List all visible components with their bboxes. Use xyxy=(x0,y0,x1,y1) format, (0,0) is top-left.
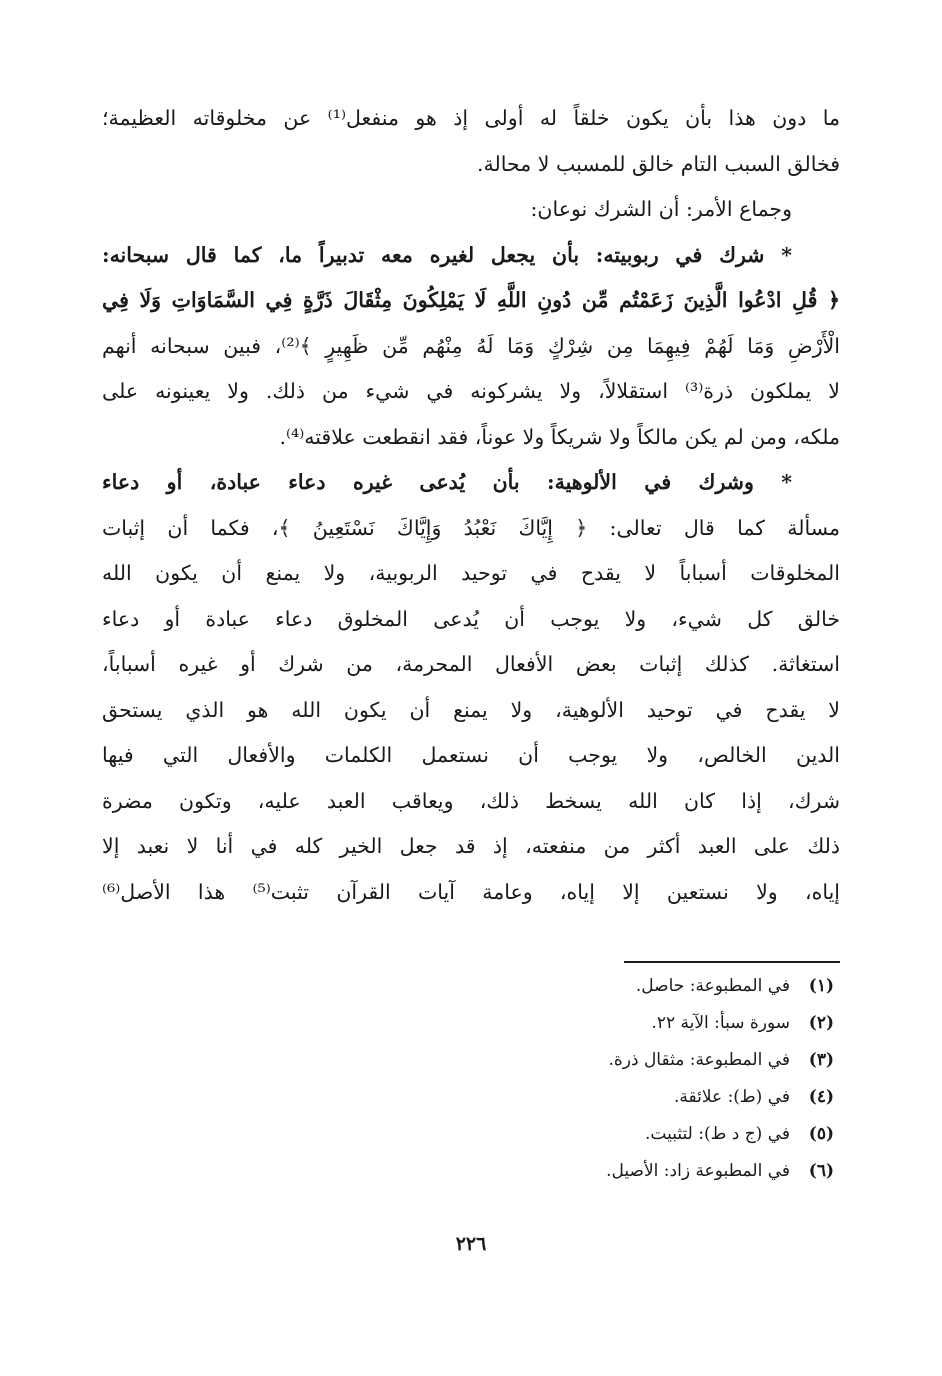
footnote-text: في المطبوعة زاد: الأصيل. xyxy=(606,1161,790,1181)
text-line: شرك، إذا كان الله يسخط ذلك، ويعاقب العبد عليه، وتكون مضرة xyxy=(102,788,840,813)
footnote-text: في المطبوعة: مثقال ذرة. xyxy=(608,1050,790,1070)
footnote-text: في (ج د ط): لتثبيت. xyxy=(645,1124,790,1144)
main-text xyxy=(102,96,840,915)
footnote-number: (٤) xyxy=(808,1087,834,1107)
text-line: لا يقدح في توحيد الألوهية، ولا يمنع أن يكون الله هو الذي يستحق xyxy=(102,697,840,722)
footnote-text: في المطبوعة: حاصل. xyxy=(635,976,790,996)
footnote-item xyxy=(434,1153,834,1190)
footnote-item xyxy=(434,1079,834,1116)
text-line: المخلوقات أسباباً لا يقدح في توحيد الربوبية، ولا يمنع أن يكون الله xyxy=(102,561,840,585)
footnote-number: (٢) xyxy=(808,1013,834,1033)
text-line: * شرك في ربوبيته: بأن يجعل لغيره معه تدبيراً ما، كما قال سبحانه: xyxy=(102,242,792,267)
text-line: خالق كل شيء، ولا يوجب أن يُدعى المخلوق دعاء عبادة أو دعاء xyxy=(102,606,840,631)
footnote-divider xyxy=(624,961,840,963)
text-line: ما دون هذا بأن يكون خلقاً له أولى إذ هو منفعل⁽¹⁾ عن مخلوقاته العظيمة؛ xyxy=(102,106,841,130)
text-line: إياه، ولا نستعين إلا إياه، وعامة آيات القرآن تثبت⁽⁵⁾ هذا الأصل⁽⁶⁾ xyxy=(102,879,840,904)
footnote-number: (٣) xyxy=(808,1050,834,1070)
text-line: مسألة كما قال تعالى: ﴿ إِيَّاكَ نَعْبُدُ وَإِيَّاكَ نَسْتَعِينُ ﴾، فكما أن إثبات xyxy=(102,515,840,540)
text-line: لا يملكون ذرة⁽³⁾ استقلالاً، ولا يشركونه في شيء من ذلك. ولا يعينونه على xyxy=(102,379,840,403)
text-line: فخالق السبب التام خالق للمسبب لا محالة. xyxy=(477,151,840,176)
text-line: الدين الخالص، ولا يوجب أن نستعمل الكلمات والأفعال التي فيها xyxy=(102,743,840,767)
quran-verse-line: الْأَرْضِ وَمَا لَهُمْ فِيهِمَا مِن شِرْكٍ وَمَا لَهُ مِنْهُم مِّن ظَهِيرٍ ﴾⁽²⁾، فبين سبحانه أنهم xyxy=(102,333,840,358)
quran-verse-line: ﴿ قُلِ ادْعُوا الَّذِينَ زَعَمْتُم مِّن دُونِ اللَّهِ لَا يَمْلِكُونَ مِثْقَالَ ذَرَّةٍ فِي السَّمَاوَاتِ وَلَا فِي xyxy=(102,288,840,312)
footnote-text: سورة سبأ: الآية ٢٢. xyxy=(651,1013,790,1033)
footnote-item xyxy=(434,1042,834,1079)
text-line: وجماع الأمر: أن الشرك نوعان: xyxy=(530,197,792,221)
footnotes xyxy=(434,968,834,1190)
footnote-number: (٥) xyxy=(808,1124,834,1144)
footnote-item xyxy=(434,968,834,1005)
footnote-number: (٦) xyxy=(808,1161,834,1181)
footnote-item xyxy=(434,1005,834,1042)
text-line: استغاثة. كذلك إثبات بعض الأفعال المحرمة، من شرك أو غيره أسباباً، xyxy=(102,652,840,676)
footnote-text: في (ط): علائقة. xyxy=(674,1087,790,1107)
footnote-item xyxy=(434,1116,834,1153)
text-line: * وشرك في الألوهية: بأن يُدعى غيره دعاء عبادة، أو دعاء xyxy=(102,470,792,494)
text-line: ذلك على العبد أكثر من منفعته، إذ قد جعل الخير كله في أنا لا نعبد إلا xyxy=(102,834,840,858)
footnote-number: (١) xyxy=(808,976,834,996)
text-line: ملكه، ومن لم يكن مالكاً ولا شريكاً ولا عوناً، فقد انقطعت علاقته⁽⁴⁾. xyxy=(279,424,840,449)
page-number: ٢٢٦ xyxy=(455,1233,487,1255)
